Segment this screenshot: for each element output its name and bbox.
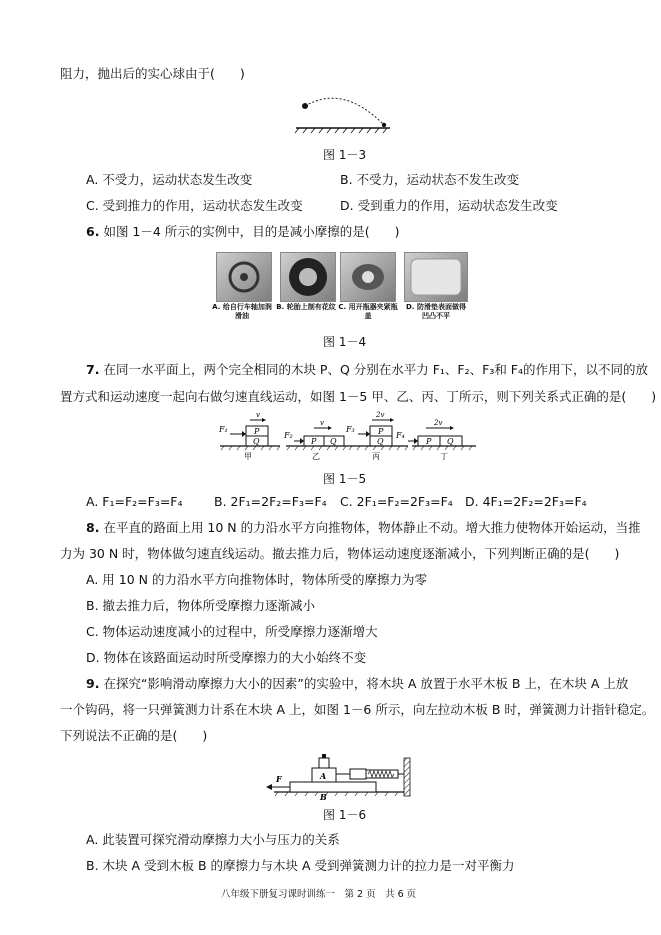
panel-bing-block-q: Q — [377, 437, 384, 446]
figure-1-5-caption: 图 1－5 — [323, 472, 367, 486]
q7-option-b: B. 2F₁=2F₂=F₃=F₄ — [214, 494, 327, 509]
q8-stem-line2: 力为 30 N 时，物体做匀速直线运动。撤去推力后，物体运动速度逐渐减小，下列判断正确的是( ) — [60, 546, 620, 561]
panel-jia-label: 甲 — [244, 452, 252, 460]
q7-option-a: A. F₁=F₂=F₃=F₄ — [86, 494, 183, 509]
anti-slip-mat-icon — [404, 252, 468, 302]
panel-yi-force: F₂ — [284, 431, 293, 440]
q6-photo-label-b: B. 轮胎上制有花纹 — [276, 303, 336, 311]
panel-yi-speed: v — [320, 419, 324, 427]
fig6-force-label: F — [276, 774, 282, 784]
panel-ding — [395, 419, 476, 460]
panel-ding-speed: 2v — [434, 419, 443, 427]
q6-photo-label-d: D. 防滑垫表面做得凹凸不平 — [406, 303, 466, 320]
q7-option-d: D. 4F₁=2F₂=2F₃=F₄ — [465, 494, 587, 509]
q8-stem-line1: 在平直的路面上用 10 N 的力沿水平方向推物体，物体静止不动。增大推力使物体开始运动，当推 — [103, 520, 641, 535]
fig6-block-a-label: A — [320, 771, 327, 781]
panel-bing-force: F₃ — [346, 425, 355, 434]
q8-option-d: D. 物体在该路面运动时所受摩擦力的大小始终不变 — [86, 650, 367, 665]
panel-yi — [283, 419, 348, 460]
q5-option-d: D. 受到重力的作用，运动状态发生改变 — [340, 198, 558, 213]
q8-option-c: C. 物体运动速度减小的过程中，所受摩擦力逐渐增大 — [86, 624, 378, 639]
q9-option-a: A. 此装置可探究滑动摩擦力大小与压力的关系 — [86, 832, 340, 847]
q6-photo-label-a: A. 给自行车轴加润滑油 — [212, 303, 272, 320]
panel-yi-block-p: P — [311, 437, 317, 446]
figure-1-3 — [293, 90, 393, 135]
panel-bing-speed: 2v — [376, 411, 385, 419]
q5-option-b: B. 不受力，运动状态不发生改变 — [340, 172, 520, 187]
q9-stem-line3: 下列说法不正确的是( ) — [60, 728, 208, 743]
q6-stem: 如图 1－4 所示的实例中，目的是减小摩擦的是( ) — [103, 224, 400, 239]
q9-option-b: B. 木块 A 受到木板 B 的摩擦力与木块 A 受到弹簧测力计的拉力是一对平衡力 — [86, 858, 515, 873]
panel-bing-label: 丙 — [372, 452, 380, 460]
q7-option-c: C. 2F₁=F₂=2F₃=F₄ — [340, 494, 453, 509]
intro-line: 阻力，抛出后的实心球由于( ) — [60, 66, 245, 81]
q5-option-a: A. 不受力，运动状态发生改变 — [86, 172, 253, 187]
panel-ding-block-q: Q — [447, 437, 454, 446]
tire-icon — [280, 252, 336, 302]
panel-yi-label: 乙 — [312, 452, 320, 460]
q8-option-a: A. 用 10 N 的力沿水平方向推物体时，物体所受的摩擦力为零 — [86, 572, 427, 587]
panel-ding-label: 丁 — [440, 452, 448, 460]
page-footer: 八年级下册复习课时训练一 第 2 页 共 6 页 — [221, 889, 417, 900]
figure-1-4-caption: 图 1－4 — [323, 335, 367, 349]
fig6-board-b-label: B — [320, 792, 327, 802]
q9-stem-line1: 在探究“影响滑动摩擦力大小的因素”的实验中，将木块 A 放置于水平木板 B 上，在木块 A 上放 — [103, 676, 629, 691]
panel-bing-block-p: P — [378, 427, 384, 436]
q8-number: 8. — [86, 520, 100, 535]
figure-1-5 — [218, 408, 478, 460]
bicycle-chain-icon — [216, 252, 272, 302]
q7-stem-line1: 在同一水平面上，两个完全相同的木块 P、Q 分别在水平力 F₁、F₂、F₃和 F₄的作用下，以不同的放 — [103, 362, 649, 377]
panel-yi-block-q: Q — [330, 437, 337, 446]
q9-number: 9. — [86, 676, 100, 691]
panel-jia-speed: v — [256, 411, 260, 419]
q6-number: 6. — [86, 224, 100, 239]
figure-1-6 — [264, 748, 414, 804]
panel-jia-block-p: P — [254, 427, 260, 436]
q9-stem-line2: 一个钩码，将一只弹簧测力计系在木块 A 上，如图 1－6 所示，向左拉动木板 B 时，弹簧测力计指针稳定。 — [60, 702, 655, 717]
q8-option-b: B. 撤去推力后，物体所受摩擦力逐渐减小 — [86, 598, 316, 613]
panel-jia — [218, 411, 280, 460]
q7-number: 7. — [86, 362, 100, 377]
panel-jia-force: F₁ — [219, 425, 228, 434]
q6-photo-label-c: C. 用开瓶器夹紧瓶盖 — [338, 303, 398, 320]
figure-1-6-caption: 图 1－6 — [323, 808, 367, 822]
panel-ding-force: F₄ — [396, 431, 405, 440]
q5-option-c: C. 受到推力的作用，运动状态发生改变 — [86, 198, 303, 213]
panel-jia-block-q: Q — [253, 437, 260, 446]
q7-stem-line2: 置方式和运动速度一起向右做匀速直线运动，如图 1－5 甲、乙、丙、丁所示，则下列关系式正确的是( ) — [60, 389, 657, 404]
bottle-opener-icon — [340, 252, 396, 302]
panel-ding-block-p: P — [426, 437, 432, 446]
figure-1-3-caption: 图 1－3 — [323, 148, 367, 162]
